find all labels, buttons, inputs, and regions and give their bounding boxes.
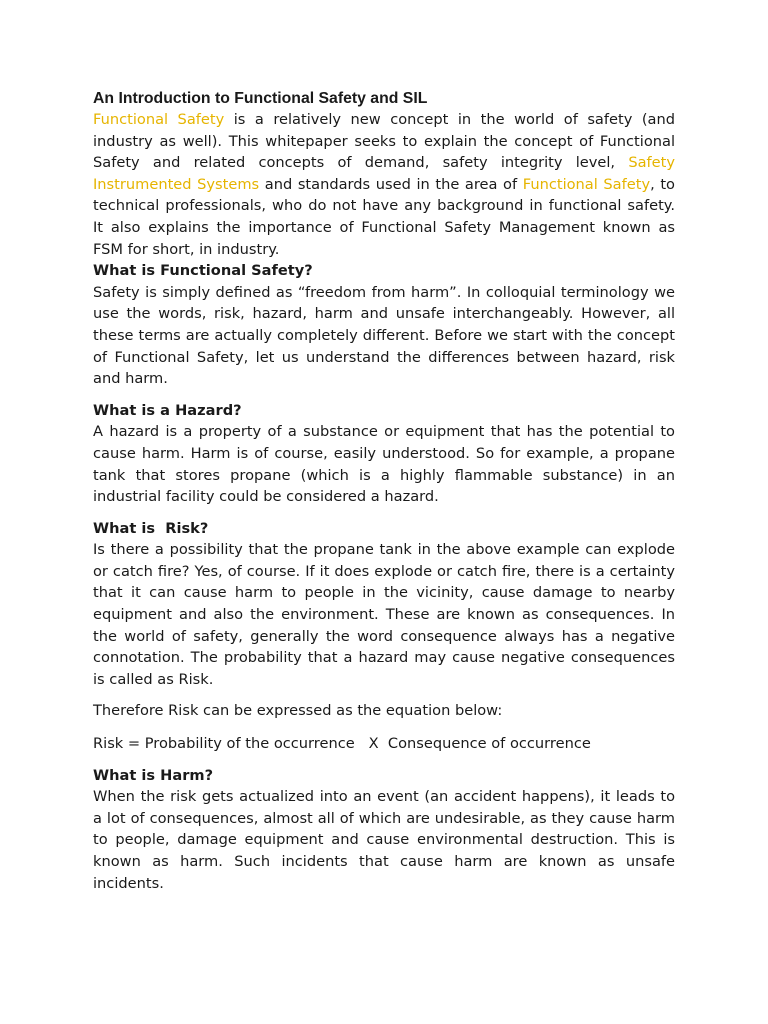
document-page — [93, 88, 675, 894]
heading-harm: What is Harm? — [93, 766, 214, 784]
functional-safety-paragraph: Safety is simply defined as “freedom from harm”. In colloquial terminology we use the words, risk, hazard, harm and unsafe interchangeably. However, all these terms are actually completely different. Before we start with the concept of Functional Safety, let us understand the differences between hazard, risk and harm. — [93, 283, 675, 388]
intro-text-3: , to technical professionals, who do not have any background in functional safety. It also explains the importance of Functional Safety Management known as FSM for short, in industry. — [93, 175, 675, 258]
functional-safety-link[interactable]: Functional Safety — [93, 111, 225, 128]
functional-safety-link-2[interactable]: Functional Safety — [522, 175, 651, 193]
intro-paragraph — [93, 109, 675, 260]
intro-text-2: and standards used in the area of — [259, 175, 523, 193]
heading-risk: What is Risk? — [93, 519, 209, 537]
hazard-paragraph: A hazard is a property of a substance or equipment that has the potential to cause harm. Harm is of course, easily understood. So for example, a propane tank that stores propane (which is a highly flammable substance) in an industrial facility could be considered a hazard. — [93, 423, 675, 506]
risk-paragraph: Is there a possibility that the propane tank in the above example can explode or catch fire? Yes, of course. If it does explode or catch fire, there is a certainty that it can cause harm to people in the vicinity, cause damage to nearby equipment and also the environment. These are known as consequences. In the world of safety, generally the word consequence always has a negative connotation. The probability that a hazard may cause negative consequences is called as Risk. — [93, 541, 675, 688]
document-title: An Introduction to Functional Safety and SIL — [93, 90, 428, 107]
heading-functional-safety: What is Functional Safety? — [93, 262, 313, 280]
heading-hazard: What is a Hazard? — [93, 401, 242, 419]
risk-equation: Risk = Probability of the occurrence X Consequence of occurrence — [93, 735, 591, 753]
intro-text-1: is a relatively new concept in the world of safety (and industry as well). This whitepaper seeks to explain the concept of Functional Safety and related concepts of demand, safety integrity level, — [93, 111, 675, 172]
risk-expression-intro: Therefore Risk can be expressed as the equation below: — [93, 702, 503, 720]
harm-paragraph: When the risk gets actualized into an event (an accident happens), it leads to a lot of consequences, almost all of which are undesirable, as they cause harm to people, damage equipment and cause environmental destruction. This is known as harm. Such incidents that cause harm are known as unsafe incidents. — [93, 788, 675, 892]
safety-instrumented-systems-link[interactable]: Safety Instrumented Systems — [93, 154, 675, 193]
